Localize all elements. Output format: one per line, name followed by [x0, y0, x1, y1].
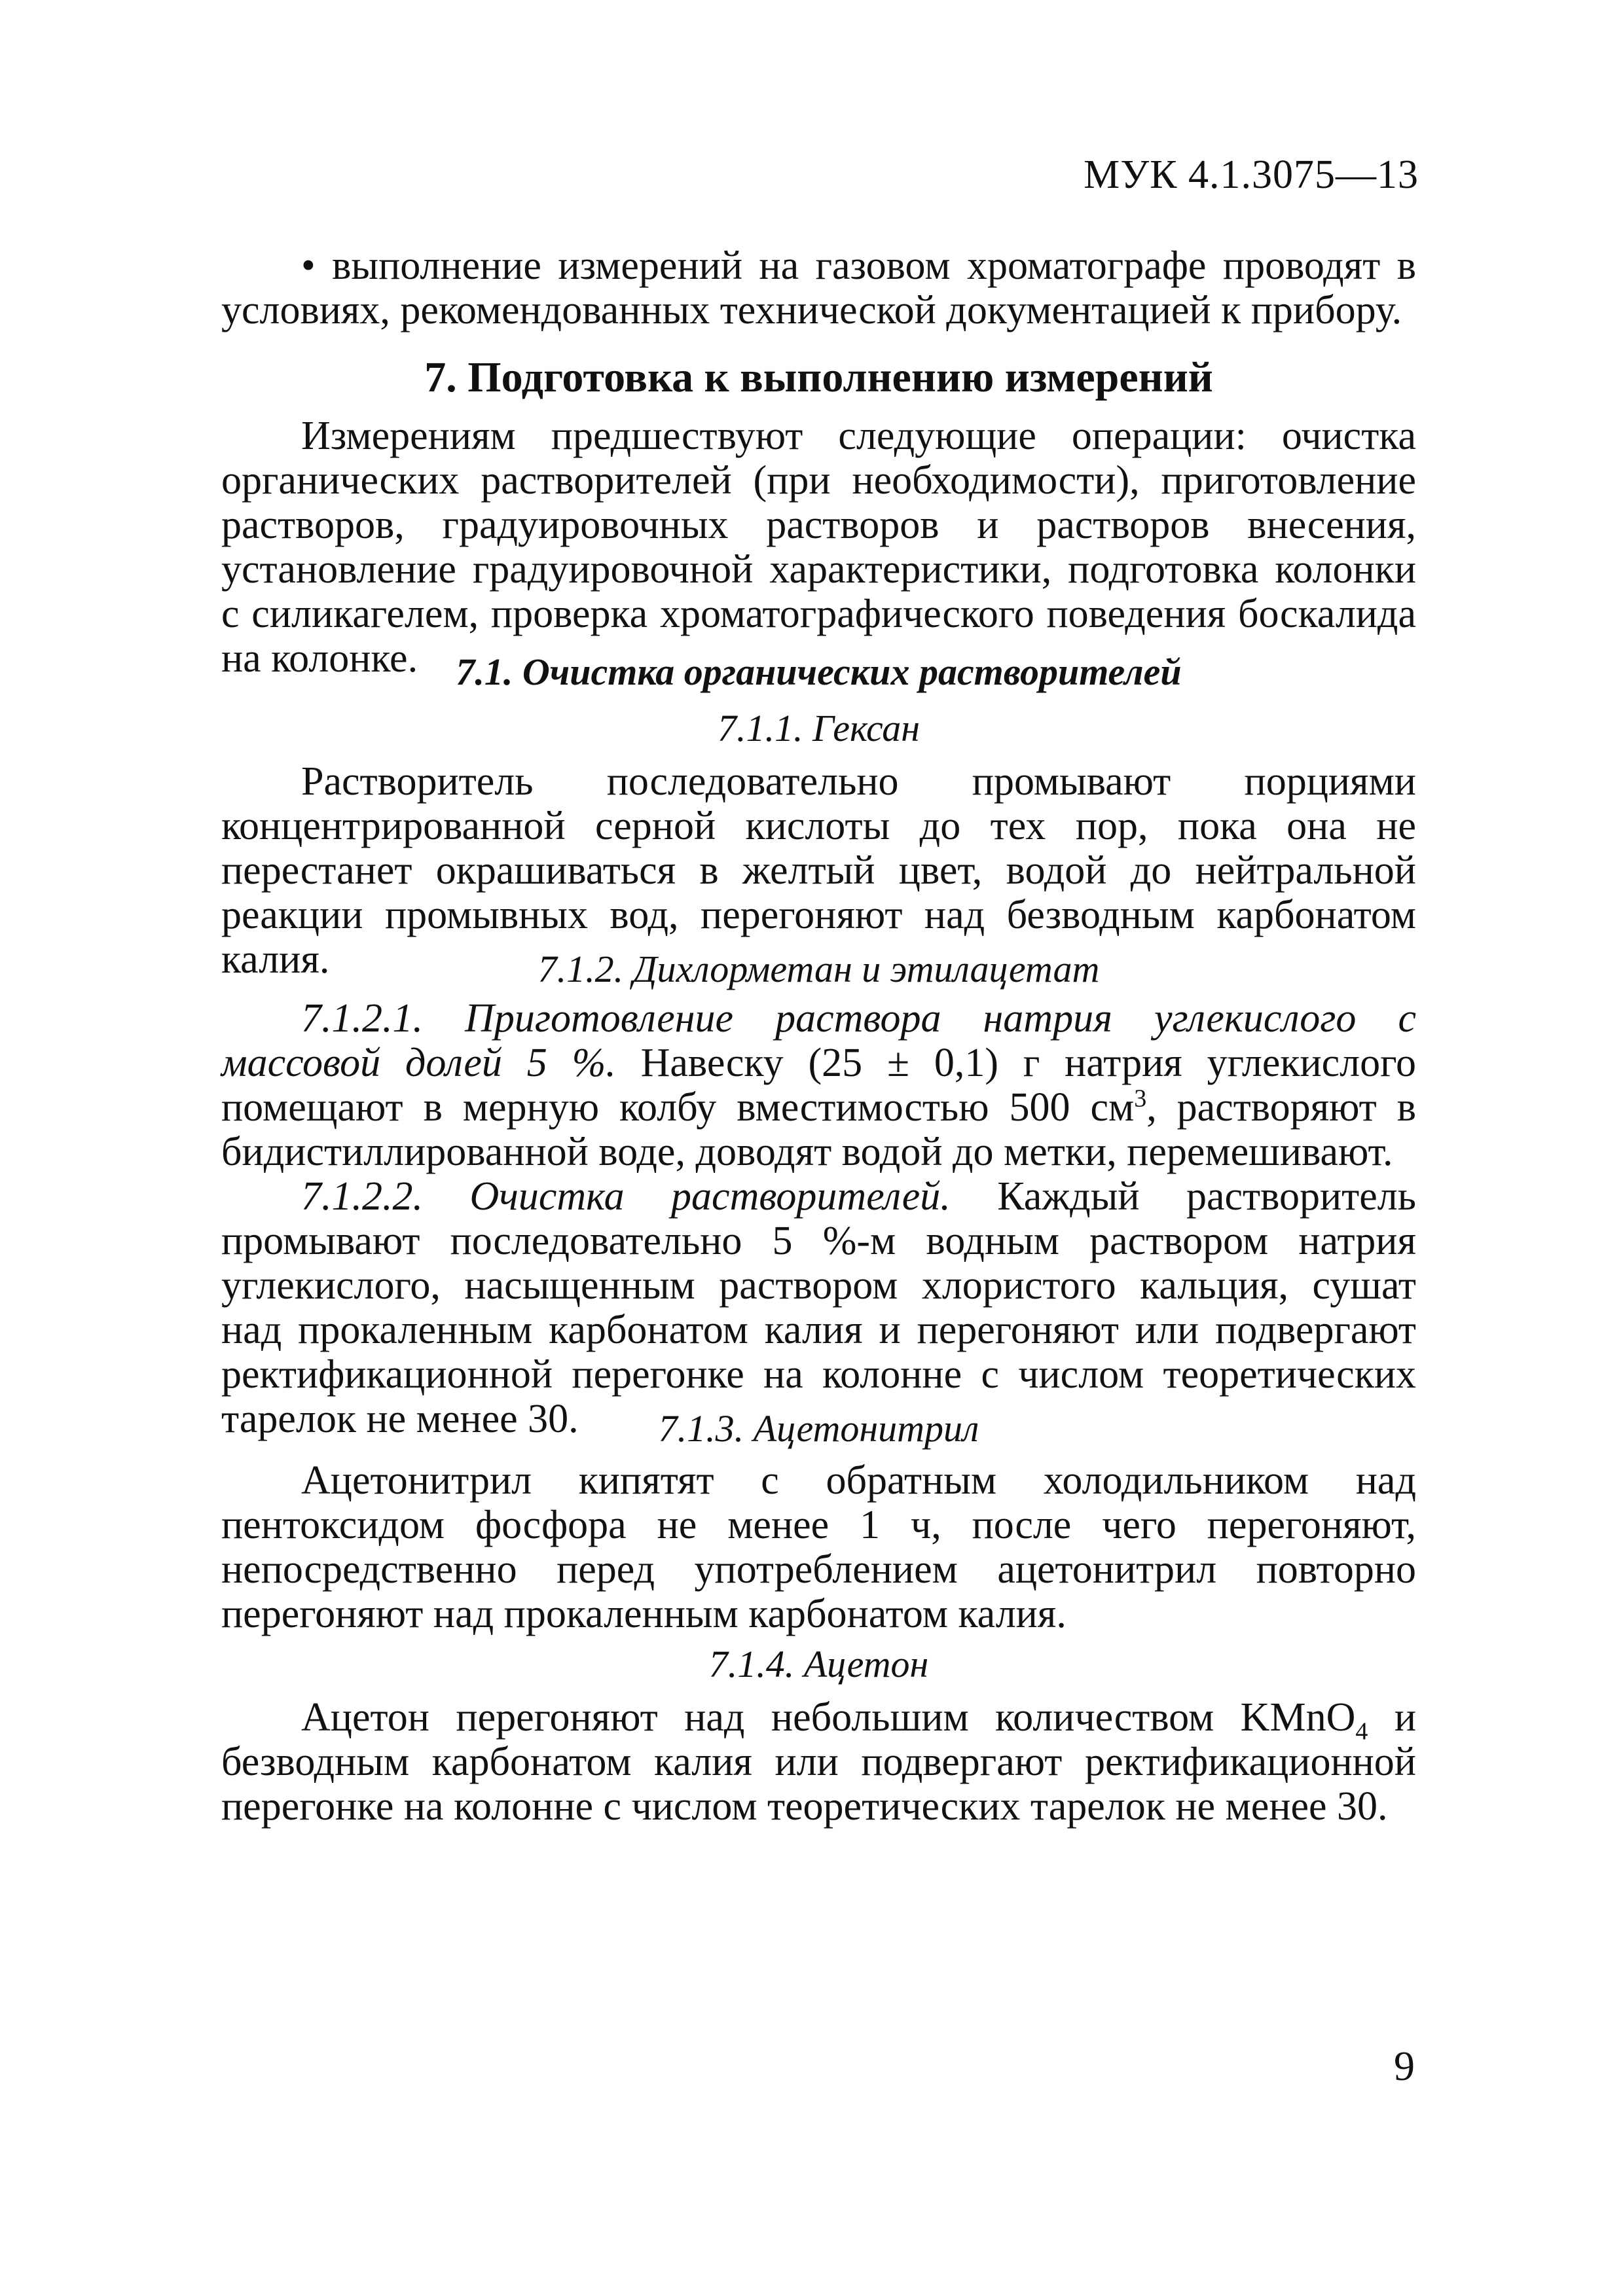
item-text-end: , растворяют в бидистиллированной воде, доводят водой до метки, перемешивают.: [221, 1085, 1416, 1174]
subsubsection-heading: 7.1.1. Гексан: [718, 707, 920, 749]
item-text: Каждый растворитель промывают последовательно 5 %-м водным раствором натрия углекислого, насыщенным раствором хлористого кальция, сушат над прокаленным карбонатом калия и перегоняют или подвергают ректификационной перегонке на колонне с числом теоретических тарелок не менее 30.: [221, 1174, 1417, 1441]
acetonitrile-paragraph: [221, 1458, 1416, 1636]
subsubsection-heading: 7.1.2. Дихлорметан и этилацетат: [538, 948, 1100, 990]
subscript: 4: [1355, 1717, 1368, 1746]
bullet-item: • выполнение измерений на газовом хроматографе проводят в условиях, рекомендованных технической документацией к прибору.: [221, 243, 1416, 332]
running-header: МУК 4.1.3075—13: [1084, 152, 1419, 197]
item-label: 7.1.2.1. Приготовление раствора натрия углекислого с массовой долей 5 %.: [221, 996, 1416, 1085]
subsection-7-1-3-heading: [221, 1406, 1416, 1452]
item-7-1-2-1: [221, 996, 1416, 1174]
item-label: 7.1.2.2. Очистка растворителей.: [301, 1174, 951, 1219]
paragraph: Измерениям предшествуют следующие операции: очистка органических растворителей (при необходимости), приготовление растворов, градуировочных растворов и растворов внесения, установление градуировочной характеристики, подготовка колонки с силикагелем, проверка хроматографического поведения боскалида на колонке.: [221, 414, 1416, 681]
paragraph: Ацетонитрил кипятят с обратным холодильником над пентоксидом фосфора не менее 1 ч, после чего перегоняют, непосредственно перед употреблением ацетонитрил повторно перегоняют над прокаленным карбонатом калия.: [221, 1458, 1416, 1636]
paragraph: Растворитель последовательно промывают порциями концентрированной серной кислоты до тех пор, пока она не перестанет окрашиваться в желтый цвет, водой до нейтральной реакции промывных вод, перегоняют над безводным карбонатом калия.: [221, 759, 1416, 982]
subsection-7-1-1-heading: [221, 706, 1416, 751]
subsection-7-1-heading: [221, 649, 1416, 695]
acetone-text: Ацетон перегоняют над небольшим количеством KMnO: [301, 1695, 1356, 1740]
bullet-paragraph: [221, 243, 1416, 332]
paragraph: [221, 1695, 1416, 1829]
section-7-heading: [221, 352, 1416, 403]
section-heading: 7. Подготовка к выполнению измерений: [424, 353, 1213, 401]
acetone-paragraph: [221, 1695, 1416, 1829]
subsubsection-heading: 7.1.4. Ацетон: [708, 1643, 929, 1685]
subsection-7-1-4-heading: [221, 1641, 1416, 1687]
paragraph: [221, 1174, 1416, 1441]
superscript: 3: [1134, 1085, 1147, 1113]
item-7-1-2-2: [221, 1174, 1416, 1441]
section-7-intro: [221, 414, 1416, 681]
paragraph: [221, 996, 1416, 1174]
acetone-text-end: и безводным карбонатом калия или подвергают ректификационной перегонке на колонне с числом теоретических тарелок не менее 30.: [221, 1695, 1416, 1829]
page-number: 9: [1394, 2043, 1415, 2089]
item-text: Навеску (25 ± 0,1) г натрия углекислого помещают в мерную колбу вместимостью 500 см: [221, 1041, 1417, 1130]
subsection-7-1-2-heading: [221, 946, 1416, 992]
subsection-heading: 7.1. Очистка органических растворителей: [456, 651, 1182, 693]
subsubsection-heading: 7.1.3. Ацетонитрил: [658, 1407, 979, 1450]
